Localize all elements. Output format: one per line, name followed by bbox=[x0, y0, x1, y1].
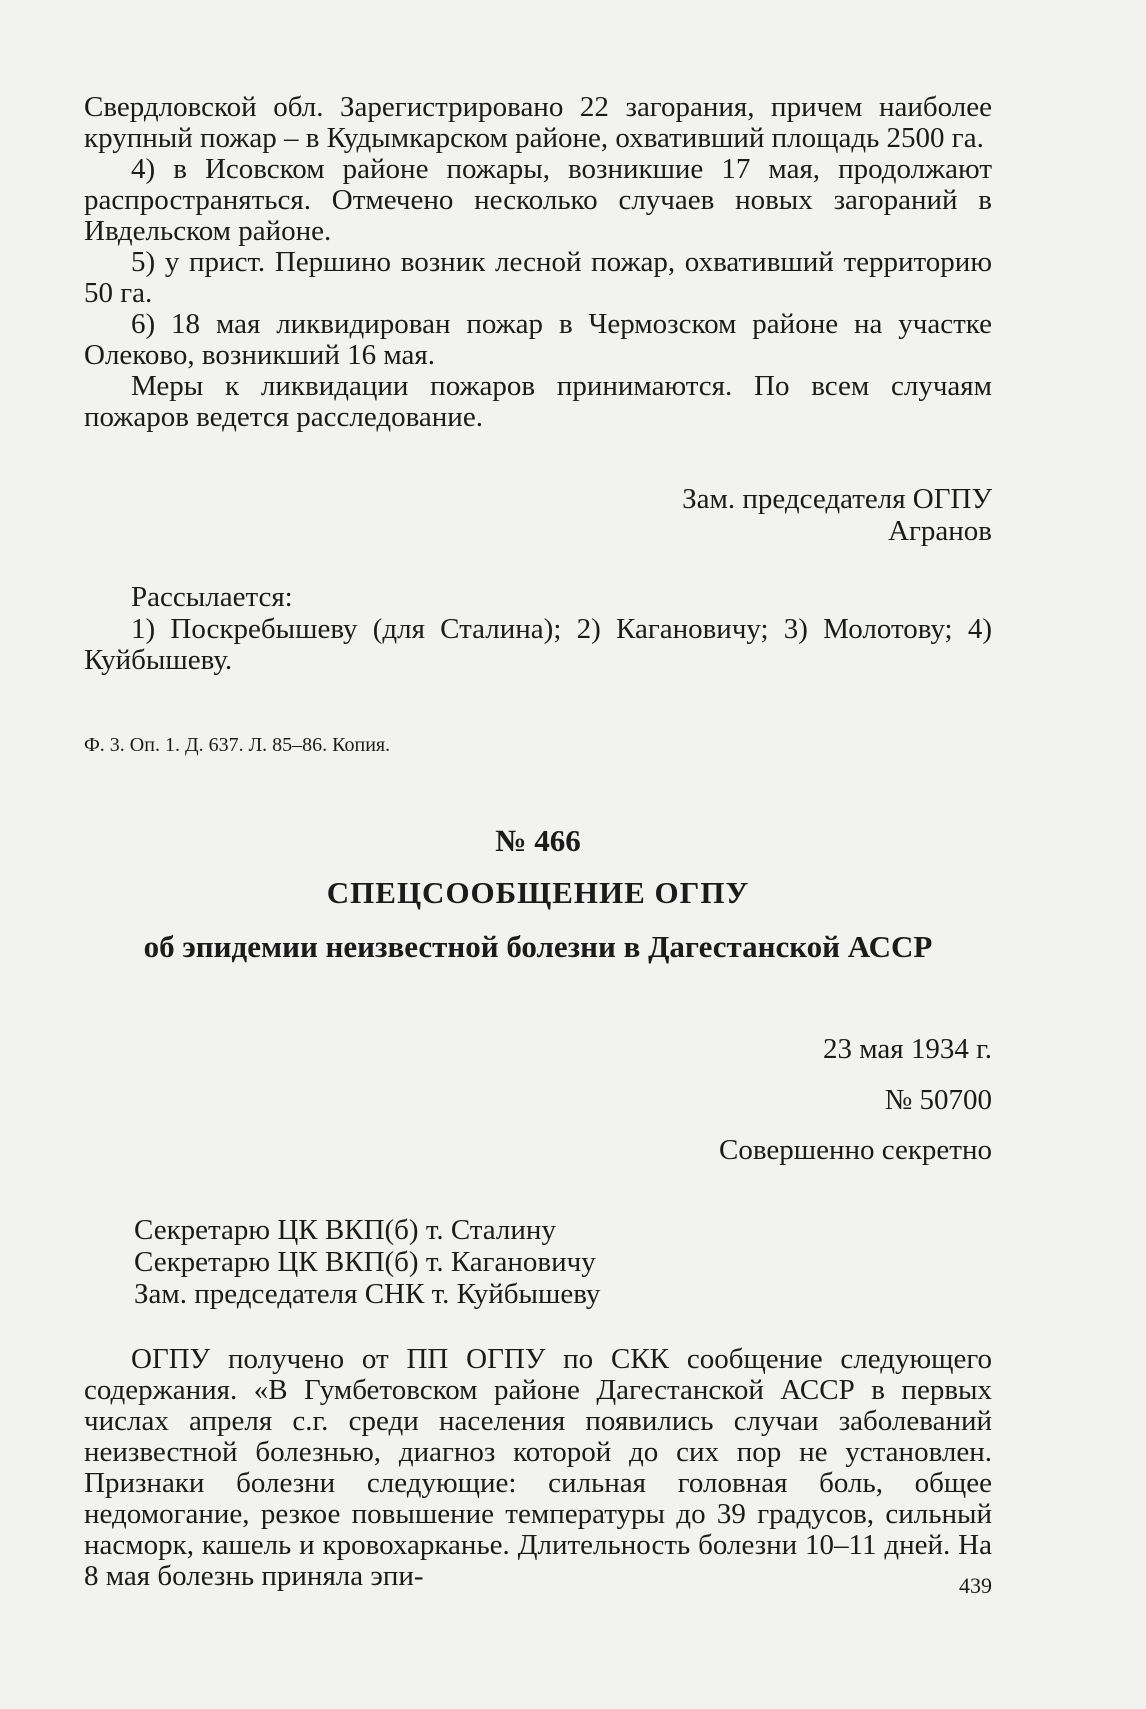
addressee: Зам. председателя СНК т. Куйбышеву bbox=[134, 1278, 601, 1310]
classification-stamp: Совершенно секретно bbox=[719, 1134, 992, 1166]
document-body: ОГПУ получено от ПП ОГПУ по СКК сообщение следующего содержания. «В Гумбетовском районе Дагестанской АССР в первых числах апреля с.г. среди населения появились случаи заболеваний неизвестной болезнью, диагноз которой до сих пор не установлен. Признаки болезни следующие: сильная головная боль, общее недомогание, резкое повышение температуры до 39 градусов, сильный насморк, кашель и кровохарканье. Длительность болезни 10–11 дней. На 8 мая болезнь приняла эпи- bbox=[84, 1343, 992, 1592]
signature-name: Агранов bbox=[888, 515, 992, 547]
document-date: 23 мая 1934 г. bbox=[823, 1033, 992, 1065]
archive-source-note: Ф. 3. Оп. 1. Д. 637. Л. 85–86. Копия. bbox=[84, 734, 391, 756]
distribution-label: Рассылается: bbox=[131, 581, 293, 613]
continuation-paragraph-3: 5) у прист. Першино возник лесной пожар, охвативший территорию 50 га. bbox=[84, 246, 992, 309]
addressee: Секретарю ЦК ВКП(б) т. Сталину bbox=[134, 1214, 556, 1246]
document-number: № 466 bbox=[495, 823, 581, 858]
document-title: СПЕЦСООБЩЕНИЕ ОГПУ bbox=[326, 875, 750, 910]
continuation-paragraph-5: Меры к ликвидации пожаров принимаются. По всем случаям пожаров ведется расследование. bbox=[84, 370, 992, 433]
distribution-list: 1) Поскребышеву (для Сталина); 2) Кагановичу; 3) Молотову; 4) Куйбышеву. bbox=[84, 613, 992, 676]
registration-number: № 50700 bbox=[884, 1084, 992, 1116]
continuation-paragraph-4: 6) 18 мая ликвидирован пожар в Чермозском районе на участке Олеково, возникший 16 мая. bbox=[84, 308, 992, 371]
addressee: Секретарю ЦК ВКП(б) т. Кагановичу bbox=[134, 1246, 596, 1278]
continuation-paragraph-1: Свердловской обл. Зарегистрировано 22 загорания, причем наиболее крупный пожар – в Кудымкарском районе, охвативший площадь 2500 га. bbox=[84, 91, 992, 154]
continuation-paragraph-2: 4) в Исовском районе пожары, возникшие 17 мая, продолжают распространяться. Отмечено несколько случаев новых загораний в Ивдельском районе. bbox=[84, 153, 992, 247]
document-subtitle: об эпидемии неизвестной болезни в Дагестанской АССР bbox=[143, 929, 933, 964]
page-number: 439 bbox=[959, 1573, 992, 1598]
signature-position: Зам. председателя ОГПУ bbox=[682, 483, 992, 515]
